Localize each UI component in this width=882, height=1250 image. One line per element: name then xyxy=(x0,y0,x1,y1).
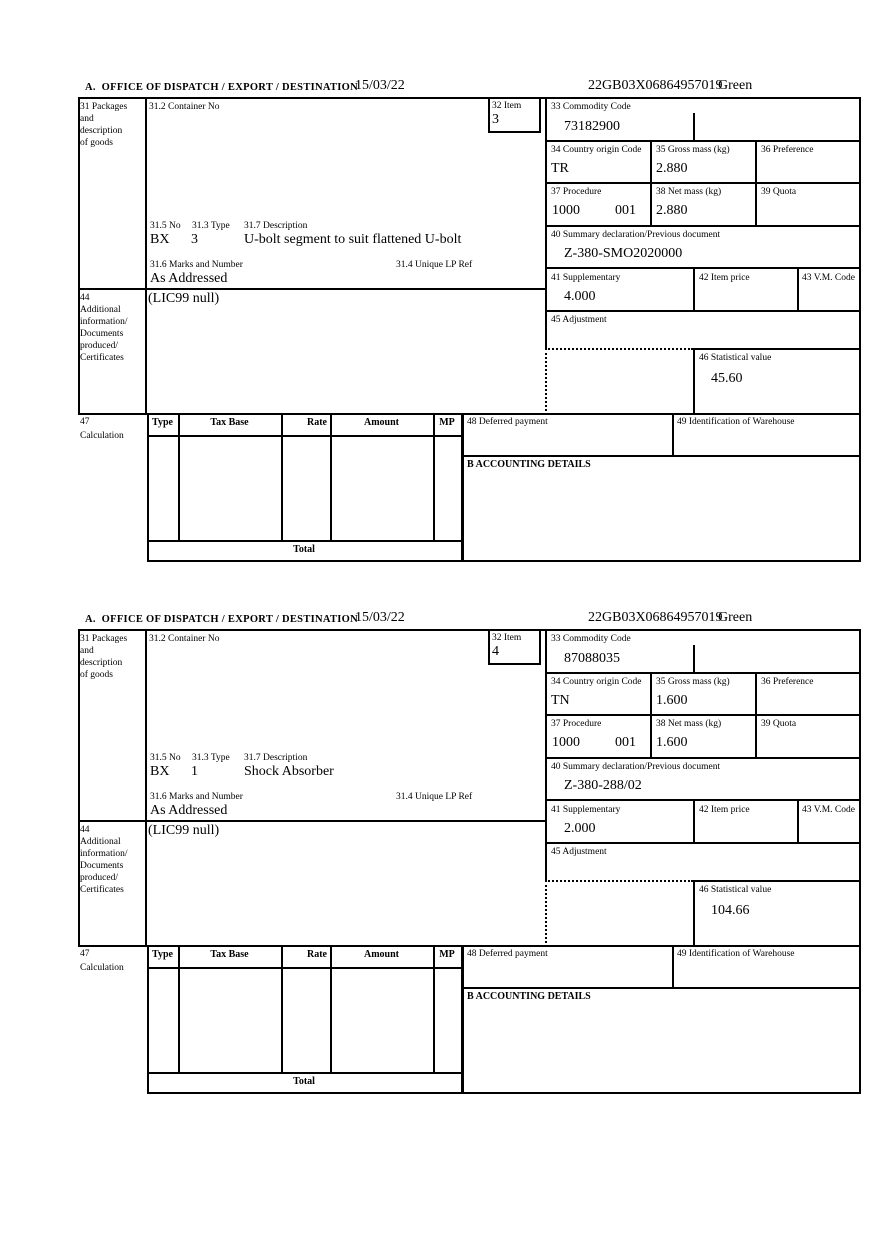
calc-total-label: Total xyxy=(293,1076,315,1087)
statistical-value: 45.60 xyxy=(711,371,743,386)
calc-col-tax-base: Tax Base xyxy=(210,949,249,960)
grid-line xyxy=(545,629,547,882)
grid-line xyxy=(859,97,861,562)
box31-2-container-label: 31.2 Container No xyxy=(149,634,220,644)
grid-line xyxy=(545,225,861,227)
box34-origin-label: 34 Country origin Code xyxy=(551,145,642,155)
accounting-details-label: B ACCOUNTING DETAILS xyxy=(467,459,591,470)
office-of-dispatch-label: A. OFFICE OF DISPATCH / EXPORT / DESTINATION xyxy=(85,82,359,93)
grid-line xyxy=(147,945,149,1094)
grid-line xyxy=(545,97,547,350)
package-count: 1 xyxy=(191,764,198,779)
box31-label-line1: 31 Packages xyxy=(80,634,128,644)
box37-procedure-label: 37 Procedure xyxy=(551,187,602,197)
grid-line xyxy=(693,348,695,415)
additional-information: (LIC99 null) xyxy=(148,823,220,838)
net-mass-value: 1.600 xyxy=(656,735,688,750)
grid-line xyxy=(147,435,461,437)
box44-label-line2: Additional xyxy=(80,305,121,315)
grid-line xyxy=(545,842,861,844)
calc-col-tax-base: Tax Base xyxy=(210,417,249,428)
box32-item-label: 32 Item xyxy=(492,633,522,643)
box31-5-no-label: 31.5 No xyxy=(150,753,181,763)
form-grid xyxy=(78,97,861,562)
form-grid xyxy=(78,629,861,1094)
calc-col-rate: Rate xyxy=(307,949,327,960)
grid-line xyxy=(693,799,695,844)
grid-line xyxy=(545,182,861,184)
box31-4-lp-ref-label: 31.4 Unique LP Ref xyxy=(396,260,473,270)
box31-4-lp-ref-label: 31.4 Unique LP Ref xyxy=(396,792,473,802)
grid-line xyxy=(545,348,693,350)
box39-quota-label: 39 Quota xyxy=(761,719,797,729)
box40-summary-label: 40 Summary declaration/Previous document xyxy=(551,762,721,772)
box37-procedure-label: 37 Procedure xyxy=(551,719,602,729)
grid-line xyxy=(539,97,541,133)
box33-commodity-label: 33 Commodity Code xyxy=(551,102,631,112)
box31-label-line4: of goods xyxy=(80,138,113,148)
grid-line xyxy=(650,672,652,759)
summary-declaration-value: Z-380-SMO2020000 xyxy=(564,246,683,261)
declaration-reference: 22GB03X06864957019 xyxy=(588,610,723,625)
grid-line xyxy=(488,131,539,133)
calc-col-mp: MP xyxy=(439,949,455,960)
grid-line xyxy=(178,413,180,542)
grid-line xyxy=(693,113,695,142)
box44-label-line1: 44 xyxy=(80,293,90,303)
grid-line xyxy=(545,799,861,801)
box31-6-marks-label: 31.6 Marks and Number xyxy=(150,792,243,802)
goods-description: U-bolt segment to suit flattened U-bolt xyxy=(244,232,462,247)
box31-3-type-label: 31.3 Type xyxy=(192,221,230,231)
box35-gross-mass-label: 35 Gross mass (kg) xyxy=(656,677,730,687)
grid-line xyxy=(78,629,861,631)
box31-2-container-label: 31.2 Container No xyxy=(149,102,220,112)
declaration-item-section-2 xyxy=(78,610,861,1094)
box31-7-description-label: 31.7 Description xyxy=(244,753,308,763)
box41-supplementary-label: 41 Supplementary xyxy=(551,273,621,283)
box31-label-line3: description xyxy=(80,126,123,136)
box43-vm-code-label: 43 V.M. Code xyxy=(802,273,855,283)
statistical-value: 104.66 xyxy=(711,903,750,918)
grid-line xyxy=(539,629,541,665)
box49-warehouse-label: 49 Identification of Warehouse xyxy=(677,949,795,959)
gross-mass-value: 2.880 xyxy=(656,161,688,176)
grid-line xyxy=(433,945,435,1074)
box49-warehouse-label: 49 Identification of Warehouse xyxy=(677,417,795,427)
grid-line xyxy=(545,140,861,142)
supplementary-value: 4.000 xyxy=(564,289,596,304)
calc-col-amount: Amount xyxy=(363,949,399,960)
box31-5-no-label: 31.5 No xyxy=(150,221,181,231)
box43-vm-code-label: 43 V.M. Code xyxy=(802,805,855,815)
grid-line xyxy=(859,629,861,1094)
calc-col-amount: Amount xyxy=(363,417,399,428)
calc-col-type: Type xyxy=(152,949,173,960)
box42-item-price-label: 42 Item price xyxy=(699,273,750,283)
box33-commodity-label: 33 Commodity Code xyxy=(551,634,631,644)
box31-label-line4: of goods xyxy=(80,670,113,680)
grid-line xyxy=(693,348,861,350)
package-code: BX xyxy=(150,232,170,247)
grid-line xyxy=(545,310,861,312)
grid-line xyxy=(672,413,674,457)
box36-preference-label: 36 Preference xyxy=(761,677,814,687)
grid-line xyxy=(147,413,149,562)
grid-line xyxy=(693,267,695,312)
declaration-reference: 22GB03X06864957019 xyxy=(588,78,723,93)
box31-7-description-label: 31.7 Description xyxy=(244,221,308,231)
box31-6-marks-label: 31.6 Marks and Number xyxy=(150,260,243,270)
accounting-details-label: B ACCOUNTING DETAILS xyxy=(467,991,591,1002)
box45-adjustment-label: 45 Adjustment xyxy=(551,847,607,857)
procedure-code: 1000 xyxy=(552,735,580,750)
net-mass-value: 2.880 xyxy=(656,203,688,218)
grid-line xyxy=(178,945,180,1074)
dispatch-date: 15/03/22 xyxy=(355,610,405,625)
grid-line xyxy=(281,413,283,542)
grid-line xyxy=(693,645,695,674)
box47-label-line1: 47 xyxy=(80,949,90,959)
grid-line xyxy=(147,1092,861,1094)
box42-item-price-label: 42 Item price xyxy=(699,805,750,815)
grid-line xyxy=(462,987,861,989)
box45-adjustment-label: 45 Adjustment xyxy=(551,315,607,325)
marks-and-numbers: As Addressed xyxy=(150,271,228,286)
grid-line xyxy=(147,967,461,969)
package-code: BX xyxy=(150,764,170,779)
item-number: 3 xyxy=(492,112,499,127)
box31-label-line3: description xyxy=(80,658,123,668)
box47-label-line2: Calculation xyxy=(80,431,124,441)
box46-statistical-label: 46 Statistical value xyxy=(699,353,772,363)
country-origin-code: TR xyxy=(551,161,569,176)
box44-label-line3: information/ xyxy=(80,317,128,327)
grid-line xyxy=(78,97,861,99)
calc-total-label: Total xyxy=(293,544,315,555)
grid-line xyxy=(545,757,861,759)
grid-line xyxy=(650,140,652,227)
grid-line xyxy=(147,560,861,562)
grid-line xyxy=(693,880,861,882)
grid-line xyxy=(78,97,80,415)
box41-supplementary-label: 41 Supplementary xyxy=(551,805,621,815)
declaration-item-section-1 xyxy=(78,78,861,562)
box36-preference-label: 36 Preference xyxy=(761,145,814,155)
routing-status: Green xyxy=(718,78,753,93)
supplementary-value: 2.000 xyxy=(564,821,596,836)
grid-line xyxy=(147,1072,461,1074)
summary-declaration-value: Z-380-288/02 xyxy=(564,778,642,793)
routing-status: Green xyxy=(718,610,753,625)
box38-net-mass-label: 38 Net mass (kg) xyxy=(656,187,722,197)
grid-line xyxy=(433,413,435,542)
grid-line xyxy=(545,672,861,674)
box38-net-mass-label: 38 Net mass (kg) xyxy=(656,719,722,729)
grid-line xyxy=(545,348,547,415)
grid-line xyxy=(545,267,861,269)
grid-line xyxy=(330,413,332,542)
box44-label-line4: Documents xyxy=(80,329,124,339)
box31-label-line2: and xyxy=(80,646,94,656)
grid-line xyxy=(78,413,861,415)
calc-col-mp: MP xyxy=(439,417,455,428)
grid-line xyxy=(797,267,799,312)
calc-col-rate: Rate xyxy=(307,417,327,428)
grid-line xyxy=(145,97,147,415)
box34-origin-label: 34 Country origin Code xyxy=(551,677,642,687)
grid-line xyxy=(755,140,757,227)
grid-line xyxy=(755,672,757,759)
box48-deferred-label: 48 Deferred payment xyxy=(467,949,548,959)
item-number: 4 xyxy=(492,644,499,659)
grid-line xyxy=(78,288,545,290)
grid-line xyxy=(147,540,461,542)
box40-summary-label: 40 Summary declaration/Previous document xyxy=(551,230,721,240)
box47-label-line1: 47 xyxy=(80,417,90,427)
box44-label-line1: 44 xyxy=(80,825,90,835)
country-origin-code: TN xyxy=(551,693,570,708)
gross-mass-value: 1.600 xyxy=(656,693,688,708)
package-count: 3 xyxy=(191,232,198,247)
commodity-code: 87088035 xyxy=(564,651,620,666)
box31-label-line2: and xyxy=(80,114,94,124)
box39-quota-label: 39 Quota xyxy=(761,187,797,197)
grid-line xyxy=(545,880,693,882)
box44-label-line5: produced/ xyxy=(80,341,118,351)
box31-label-line1: 31 Packages xyxy=(80,102,128,112)
grid-line xyxy=(797,799,799,844)
grid-line xyxy=(78,629,80,947)
box44-label-line6: Certificates xyxy=(80,353,124,363)
box44-label-line2: Additional xyxy=(80,837,121,847)
grid-line xyxy=(145,629,147,947)
additional-information: (LIC99 null) xyxy=(148,291,220,306)
grid-line xyxy=(693,880,695,947)
box47-label-line2: Calculation xyxy=(80,963,124,973)
grid-line xyxy=(78,945,861,947)
box35-gross-mass-label: 35 Gross mass (kg) xyxy=(656,145,730,155)
box44-label-line4: Documents xyxy=(80,861,124,871)
grid-line xyxy=(330,945,332,1074)
procedure-code: 1000 xyxy=(552,203,580,218)
box44-label-line3: information/ xyxy=(80,849,128,859)
grid-line xyxy=(545,714,861,716)
box44-label-line5: produced/ xyxy=(80,873,118,883)
grid-line xyxy=(461,945,463,1094)
marks-and-numbers: As Addressed xyxy=(150,803,228,818)
grid-line xyxy=(78,820,545,822)
grid-line xyxy=(281,945,283,1074)
grid-line xyxy=(488,97,490,133)
grid-line xyxy=(462,455,861,457)
box46-statistical-label: 46 Statistical value xyxy=(699,885,772,895)
grid-line xyxy=(488,663,539,665)
box31-3-type-label: 31.3 Type xyxy=(192,753,230,763)
office-of-dispatch-label: A. OFFICE OF DISPATCH / EXPORT / DESTINATION xyxy=(85,614,359,625)
grid-line xyxy=(488,629,490,665)
procedure-code-2: 001 xyxy=(615,735,636,750)
calc-col-type: Type xyxy=(152,417,173,428)
procedure-code-2: 001 xyxy=(615,203,636,218)
box32-item-label: 32 Item xyxy=(492,101,522,111)
grid-line xyxy=(461,413,463,562)
grid-line xyxy=(545,880,547,947)
box44-label-line6: Certificates xyxy=(80,885,124,895)
dispatch-date: 15/03/22 xyxy=(355,78,405,93)
box48-deferred-label: 48 Deferred payment xyxy=(467,417,548,427)
commodity-code: 73182900 xyxy=(564,119,620,134)
grid-line xyxy=(672,945,674,989)
goods-description: Shock Absorber xyxy=(244,764,334,779)
